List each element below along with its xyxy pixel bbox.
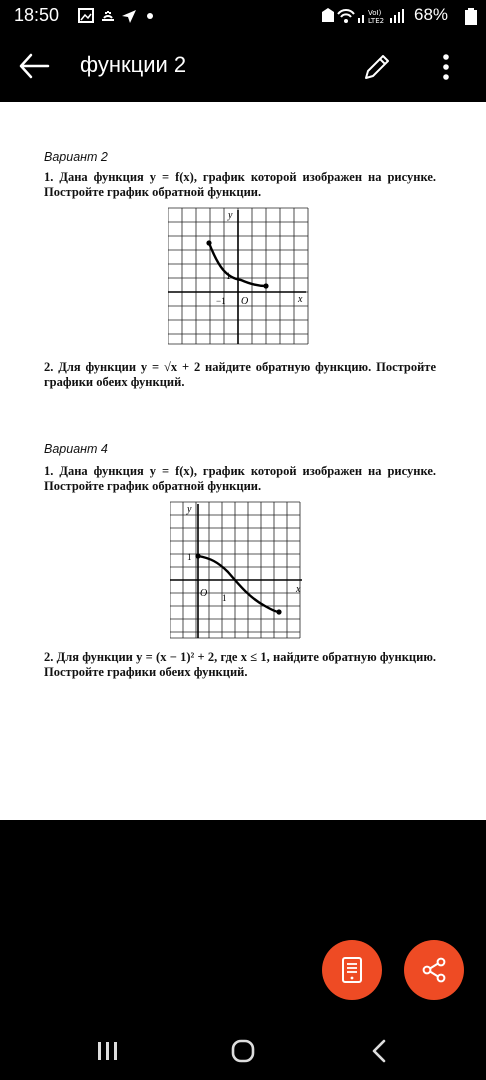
variant-2-graph <box>168 206 309 346</box>
reader-mode-button[interactable] <box>322 940 382 1000</box>
reader-icon <box>338 956 366 984</box>
task-text: Для функции y = √x + 2 найдите обратную функцию. Постройте графики обеих функций. <box>44 360 436 389</box>
tick-label-1: 1 <box>226 271 231 281</box>
edit-pencil-icon[interactable] <box>362 52 392 82</box>
task-number: 2. <box>44 360 54 374</box>
task-text: Для функции y = (x − 1)² + 2, где x ≤ 1, найдите обратную функцию. Постройте графики обеих функций. <box>44 650 436 679</box>
share-button[interactable] <box>404 940 464 1000</box>
tick-label-minus-1: −1 <box>216 296 226 306</box>
variant-2-task-1 <box>44 170 436 200</box>
tick-label-x-1: 1 <box>222 593 227 603</box>
system-nav-bar <box>0 1020 486 1080</box>
notification-icons <box>78 8 158 24</box>
document-title: функции 2 <box>80 52 187 77</box>
variant-4-title: Вариант 4 <box>44 442 108 456</box>
svg-text:VoI): VoI) <box>368 9 382 17</box>
y-axis-label: y <box>187 504 192 515</box>
task-text: Дана функция y = f(x), график которой изображен на рисунке. Постройте график обратной функции. <box>44 170 437 199</box>
more-options-icon[interactable] <box>436 52 456 82</box>
variant-4-task-2 <box>44 650 436 680</box>
x-axis-label: x <box>298 294 303 305</box>
variant-4-task-1 <box>44 464 436 494</box>
task-number: 1. <box>44 464 54 478</box>
x-axis-label: x <box>296 584 301 595</box>
recent-apps-icon[interactable] <box>96 1040 120 1062</box>
battery-percent: 68% <box>414 5 449 24</box>
back-nav-icon[interactable] <box>370 1038 388 1064</box>
app-bar <box>0 32 486 102</box>
document-page <box>0 102 486 820</box>
home-icon[interactable] <box>230 1038 256 1064</box>
svg-text:LTE2: LTE2 <box>368 17 385 25</box>
y-axis-label: y <box>228 210 233 221</box>
share-icon <box>420 956 448 984</box>
variant-2-title: Вариант 2 <box>44 150 108 164</box>
back-arrow-icon[interactable] <box>18 52 50 80</box>
tick-label-y-1: 1 <box>187 552 192 562</box>
origin-label: O <box>200 588 208 599</box>
task-number: 1. <box>44 170 54 184</box>
battery-icon <box>465 8 477 25</box>
variant-2-task-2 <box>44 360 436 390</box>
status-time: 18:50 <box>14 5 60 25</box>
status-right-icons <box>320 6 410 26</box>
variant-4-graph <box>170 500 308 640</box>
task-text: Дана функция y = f(x), график которой изображен на рисунке. Постройте график обратной функции. <box>44 464 437 493</box>
task-number: 2. <box>44 650 54 664</box>
status-bar <box>0 0 486 32</box>
origin-label: O <box>241 296 249 307</box>
